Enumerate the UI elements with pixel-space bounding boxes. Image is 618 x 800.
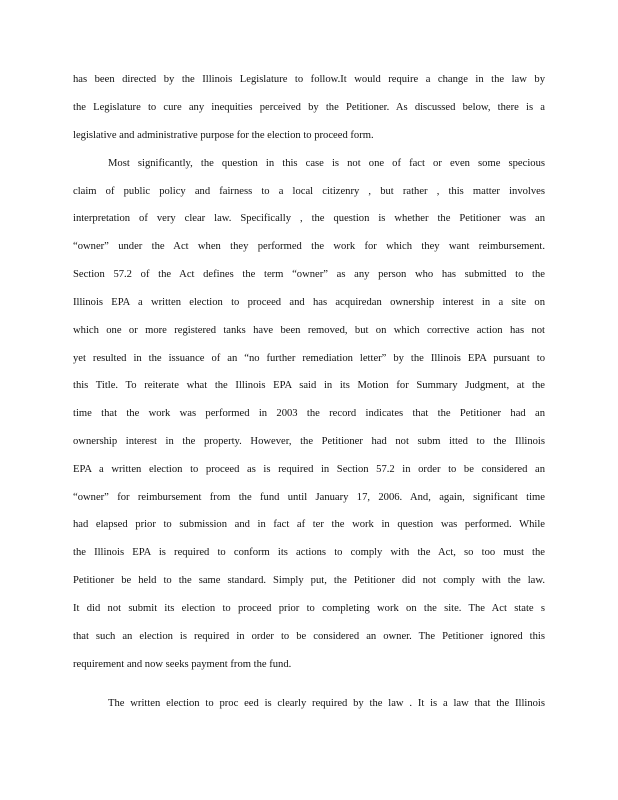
text-line: has been directed by the Illinois Legislature to follow.It would require a change in the law by xyxy=(73,74,545,85)
text-line: Petitioner be held to the same standard. Simply put, the Petitioner did not comply with the law. xyxy=(73,575,545,586)
text-line: which one or more registered tanks have been removed, but on which corrective action has not xyxy=(73,325,545,336)
text-line: claim of public policy and fairness to a local citizenry , but rather , this matter involves xyxy=(73,186,545,197)
text-line: Illinois EPA a written election to proceed and has acquiredan ownership interest in a site on xyxy=(73,297,545,308)
text-line: the Illinois EPA is required to conform its actions to comply with the Act, so too must the xyxy=(73,547,545,558)
text-line: the Legislature to cure any inequities perceived by the Petitioner. As discussed below, there is a xyxy=(73,102,545,113)
text-line: Section 57.2 of the Act defines the term “owner” as any person who has submitted to the xyxy=(73,269,545,280)
text-line: yet resulted in the issuance of an “no further remediation letter” by the Illinois EPA pursuant to xyxy=(73,353,545,364)
text-line: that such an election is required in order to be considered an owner. The Petitioner ignored this xyxy=(73,631,545,642)
text-line: Most significantly, the question in this case is not one of fact or even some specious xyxy=(108,158,545,169)
text-line: time that the work was performed in 2003 the record indicates that the Petitioner had an xyxy=(73,408,545,419)
text-line: interpretation of very clear law. Specifically , the question is whether the Petitioner was an xyxy=(73,213,545,224)
text-line: The written election to proc eed is clearly required by the law . It is a law that the Illinois xyxy=(108,698,545,709)
text-line: legislative and administrative purpose for the election to proceed form. xyxy=(73,130,374,141)
text-line: It did not submit its election to proceed prior to completing work on the site. The Act state s xyxy=(73,603,545,614)
text-line: ownership interest in the property. However, the Petitioner had not subm itted to the Illinois xyxy=(73,436,545,447)
text-line: EPA a written election to proceed as is required in Section 57.2 in order to be considered an xyxy=(73,464,545,475)
text-line: this Title. To reiterate what the Illinois EPA said in its Motion for Summary Judgment, at the xyxy=(73,380,545,391)
text-line: “owner” under the Act when they performed the work for which they want reimbursement. xyxy=(73,241,545,252)
text-line: “owner” for reimbursement from the fund until January 17, 2006. And, again, significant time xyxy=(73,492,545,503)
text-line: requirement and now seeks payment from the fund. xyxy=(73,659,292,670)
text-line: had elapsed prior to submission and in fact af ter the work in question was performed. While xyxy=(73,519,545,530)
